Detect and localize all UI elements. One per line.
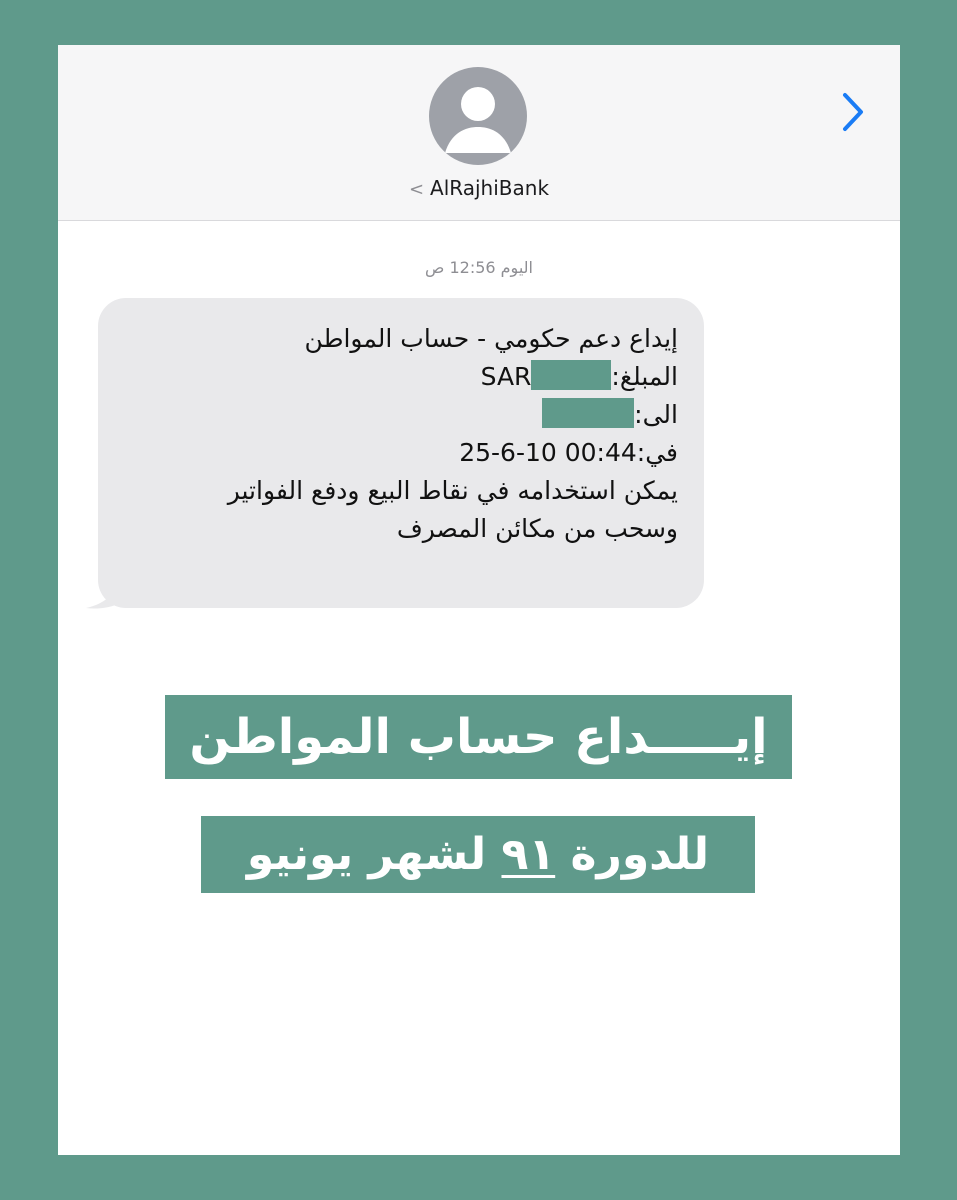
title-banner xyxy=(165,695,792,779)
banner-subtitle-suffix: لشهر يونيو xyxy=(246,829,487,880)
date-label: في: xyxy=(636,438,678,467)
banner-cycle-number: ٩١ xyxy=(501,829,556,880)
conversation-header xyxy=(58,45,900,221)
contact-chevron-icon: < xyxy=(408,179,425,200)
message-bubble[interactable] xyxy=(98,298,704,608)
redacted-recipient xyxy=(542,398,634,428)
date-value: 25-6-10 00:44 xyxy=(459,438,637,467)
message-line-title: إيداع دعم حكومي - حساب المواطن xyxy=(304,324,678,353)
chevron-right-icon[interactable] xyxy=(838,91,868,133)
message-line-withdraw: وسحب من مكائن المصرف xyxy=(396,514,678,543)
screenshot-frame xyxy=(58,45,900,1155)
amount-label: المبلغ: xyxy=(611,362,678,391)
contact-avatar[interactable] xyxy=(429,67,527,165)
message-line-date xyxy=(108,434,678,472)
redacted-amount xyxy=(531,360,611,390)
contact-name: AlRajhiBank xyxy=(430,176,550,200)
subtitle-banner xyxy=(201,816,755,893)
message-line-usage: يمكن استخدامه في نقاط البيع ودفع الفواتير xyxy=(227,476,678,505)
contact-name-row[interactable] xyxy=(58,175,900,203)
message-line-amount xyxy=(108,358,678,396)
amount-currency: SAR xyxy=(480,362,532,391)
banner-title: إيـــــداع حساب المواطن xyxy=(189,709,768,765)
banner-subtitle-prefix: للدورة xyxy=(570,829,710,880)
message-timestamp: اليوم 12:56 ص xyxy=(425,258,533,277)
person-silhouette-icon xyxy=(429,67,527,165)
message-body xyxy=(108,320,678,548)
recipient-label: الى: xyxy=(634,400,678,429)
message-line-recipient xyxy=(108,396,678,434)
